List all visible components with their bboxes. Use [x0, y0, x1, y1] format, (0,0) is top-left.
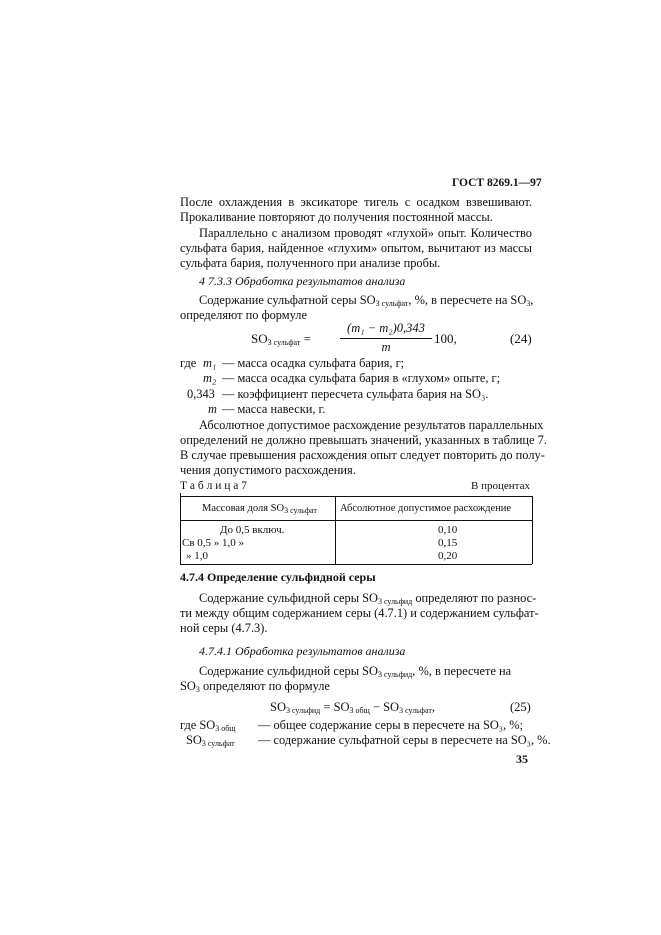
table-caption: Т а б л и ц а 7 [180, 480, 248, 492]
table-header-tolerance: Абсолютное допустимое расхождение [340, 503, 512, 514]
where-symbol: m₁ [203, 356, 217, 370]
where-prefix: где [180, 356, 197, 370]
paragraph-line: $SO_3$ определяют по формуле [180, 679, 330, 694]
table-right-rule [532, 535, 533, 564]
paragraph-line: Прокаливание повторяют до получения постоянной массы. [180, 210, 493, 224]
table-bottom-rule [180, 564, 532, 565]
table-header-rule [180, 520, 532, 521]
where-symbol: m [208, 402, 217, 416]
paragraph-line: Параллельно с анализом проводят «глухой» опыт. Количество [199, 226, 532, 240]
fraction-bar [340, 338, 432, 339]
section-title: 4.7.4 Определение сульфидной серы [180, 570, 376, 584]
formula-factor: 100, [434, 331, 457, 346]
where-text: — масса осадка сульфата бария, г; [222, 356, 405, 370]
table-row-value: 0,15 [438, 537, 458, 549]
where-symbol: $SO_{3 сульфат}$ [186, 733, 235, 748]
formula-denominator: m [381, 340, 391, 354]
where-symbol: m₂ [203, 371, 217, 385]
formula-number: (25) [510, 700, 531, 714]
table-row-value: 0,20 [438, 550, 458, 562]
where-text: — коэффициент пересчета сульфата бария на SO₃. [222, 387, 489, 401]
paragraph-line: Содержание сульфидной серы $SO_{3 сульфид}$ определяют по разнос- [199, 591, 537, 606]
table-corner-tick [180, 493, 181, 497]
paragraph-line: сульфата бария, найденное «глухим» опытом, вычитают из массы [180, 241, 532, 255]
table-header-mass-fraction: Массовая доля $SO_{3 сульфат}$ [202, 503, 317, 515]
where-symbol: где $SO_{3 общ}$ [180, 718, 236, 733]
paragraph-line: Содержание сульфатной серы $SO_{3 сульфат}$, %, в пересчете на $SO_3$, [199, 293, 534, 308]
paragraph-line: сульфата бария, полученного при анализе пробы. [180, 256, 441, 270]
paragraph-line: определяют по формуле [180, 308, 307, 322]
table-right-rule [532, 496, 533, 535]
where-text: — масса навески, г. [222, 402, 326, 416]
formula-number: (24) [510, 331, 532, 346]
paragraph-line: чения допустимого расхождения. [180, 463, 356, 477]
where-text: — масса осадка сульфата бария в «глухом» опыте, г; [222, 371, 501, 385]
paragraph-line: ти между общим содержанием серы (4.7.1) и содержанием сульфат- [180, 606, 539, 620]
table-left-rule [180, 535, 181, 564]
table-column-rule [335, 535, 336, 564]
formula-numerator: (m₁ − m₂)0,343 [347, 321, 425, 335]
table-row-value: 0,10 [438, 524, 458, 536]
paragraph-line: Содержание сульфидной серы $SO_{3 сульфид}$, %, в пересчете на [199, 664, 512, 679]
where-text: — общее содержание серы в пересчете на SO₃, %; [258, 718, 524, 732]
table-column-rule [335, 496, 336, 535]
where-text: — содержание сульфатной серы в пересчете на SO₃, %. [258, 733, 551, 747]
paragraph-line: определений не должно превышать значений, указанных в таблице 7. [180, 433, 547, 447]
table-row-range: До 0,5 включ. [220, 524, 285, 536]
paragraph-line: ной серы (4.7.3). [180, 621, 268, 635]
table-units: В процентах [471, 480, 530, 492]
table-left-rule [180, 496, 181, 535]
paragraph-line: В случае превышения расхождения опыт следует повторить до полу- [180, 448, 545, 462]
formula-25: $SO_{3 сульфид} = SO_{3 общ} - SO_{3 сульфат}$, [270, 700, 435, 715]
table-top-rule [180, 496, 532, 497]
standard-header: ГОСТ 8269.1—97 [452, 177, 542, 189]
page-number: 35 [516, 752, 528, 766]
table-row-range: » 1,0 [186, 550, 208, 562]
formula-lhs: $SO_{3 сульфат}$ = [251, 331, 311, 347]
section-title: 4.7.4.1 Обработка результатов анализа [199, 644, 406, 658]
paragraph-line: После охлаждения в эксикаторе тигель с осадком взвешивают. [180, 195, 532, 209]
table-row-range: Св 0,5 » 1,0 » [182, 537, 245, 549]
section-title: 4 7.3.3 Обработка результатов анализа [199, 274, 406, 288]
where-symbol: 0,343 [187, 387, 215, 401]
paragraph-line: Абсолютное допустимое расхождение результатов параллельных [199, 418, 544, 432]
